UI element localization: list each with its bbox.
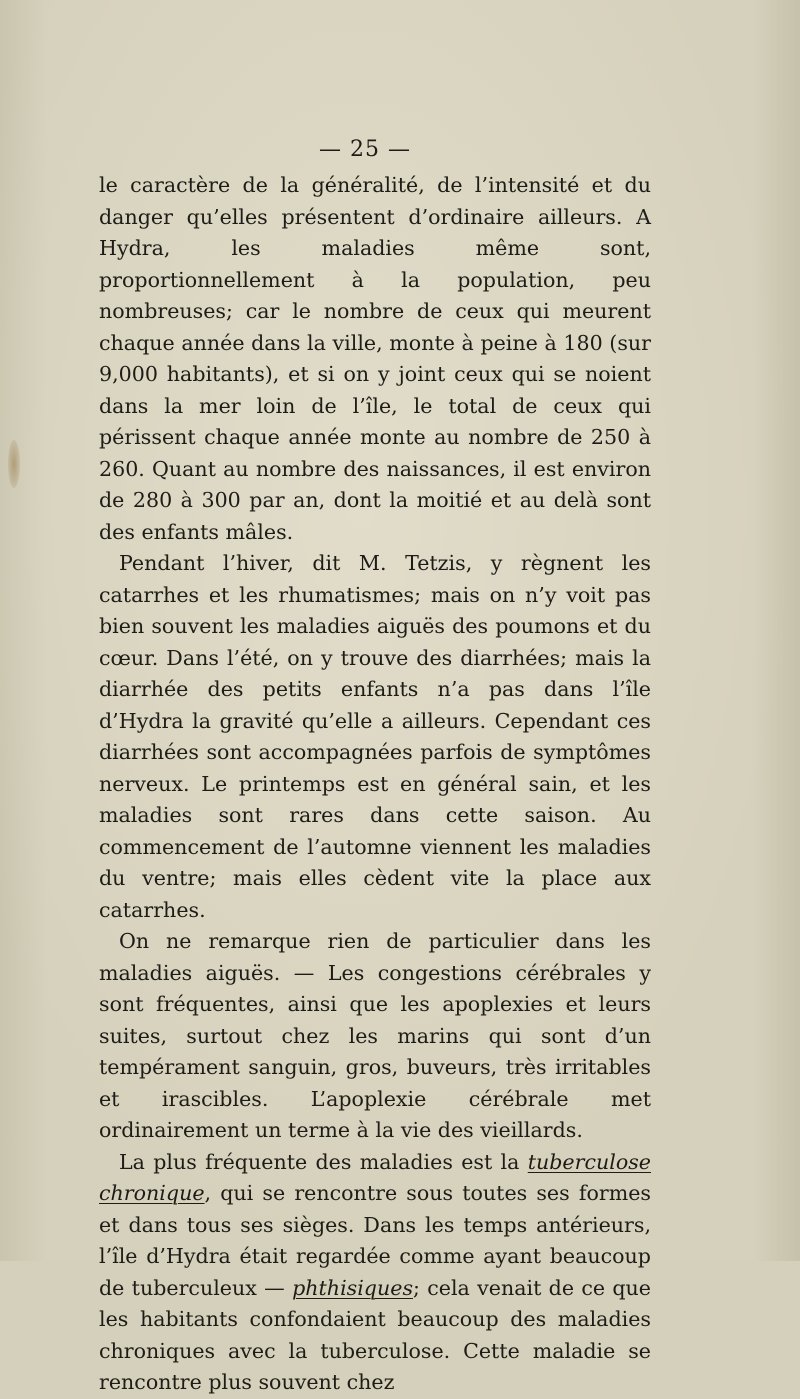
text-segment: La plus fréquente des maladies est la xyxy=(119,1149,528,1174)
body-text xyxy=(99,170,651,1399)
text-segment: On ne remarque rien de particulier dans les maladies aiguës. — Les congestions cérébrales y sont fréquentes, ainsi que les apoplexies et leurs suites, surtout chez les marins qui sont d’un tempérament sanguin, gros, buveurs, très irritables et irascibles. L’apoplexie cérébrale met ordinairement un terme à la vie des vieillards. xyxy=(99,929,651,1142)
text-segment: le caractère de la généralité, de l’intensité et du danger qu’elles présentent d’ordinaire ailleurs. A Hydra, les maladies même sont, proportionnellement à la population, peu nombreuses; car le nombre de ceux qui meurent chaque année dans la ville, monte à peine à 180 (sur 9,000 habitants), et si on y joint ceux qui se noient dans la mer loin de l’île, le total de ceux qui périssent chaque année monte au nombre de 250 à 260. Quant au nombre des naissances, il est environ de 280 à 300 par an, dont la moitié et au delà sont des enfants mâles. xyxy=(99,173,651,544)
page-stain xyxy=(8,440,20,488)
italic-term: phthisiques xyxy=(292,1275,414,1300)
paragraph xyxy=(99,548,651,926)
paragraph xyxy=(99,926,651,1147)
italic-term: tuberculose chronique xyxy=(99,1149,651,1205)
paragraph xyxy=(99,170,651,548)
text-segment: Pendant l’hiver, dit M. Tetzis, y règnent les catarrhes et les rhumatismes; mais on n’y voit pas bien souvent les maladies aiguës des poumons et du cœur. Dans l’été, on y trouve des diarrhées; mais la diarrhée des petits enfants n’a pas dans l’île d’Hydra la gravité qu’elle a ailleurs. Cependant ces diarrhées sont accompagnées parfois de symptômes nerveux. Le printemps est en général sain, et les maladies sont rares dans cette saison. Au commencement de l’automne viennent les maladies du ventre; mais elles cèdent vite la place aux catarrhes. xyxy=(99,551,651,922)
page-number: — 25 — xyxy=(319,137,411,162)
text-segment: ; cela venait de ce que les habitants confondaient beaucoup des maladies chroniques avec la tuberculose. Cette maladie se rencontre plus souvent chez xyxy=(99,1275,651,1394)
text-segment: , qui se rencontre sous toutes ses formes et dans tous ses sièges. Dans les temps antérieurs, l’île d’Hydra était regardée comme ayant beaucoup de tuberculeux — xyxy=(99,1181,651,1300)
paragraph xyxy=(99,1147,651,1399)
